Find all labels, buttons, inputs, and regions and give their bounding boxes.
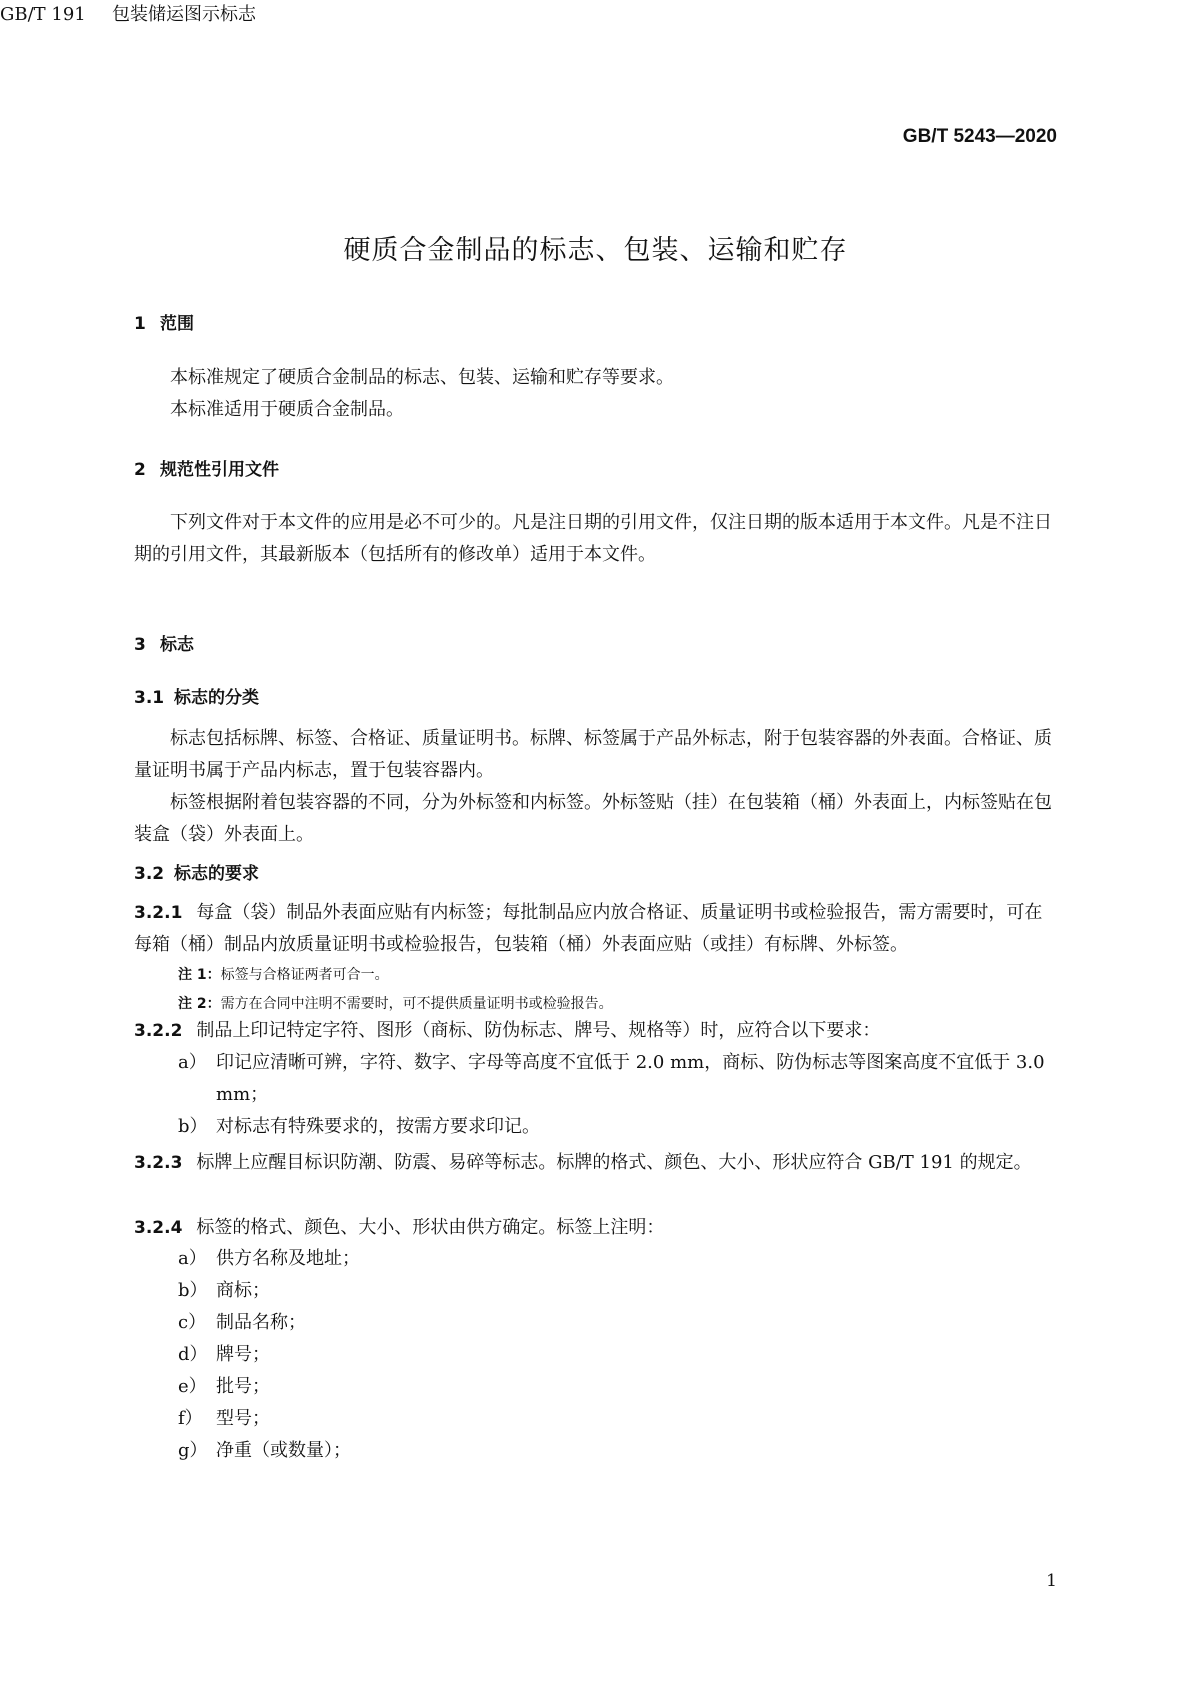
section-3-heading bbox=[134, 630, 194, 655]
section-title: 标志的分类 bbox=[174, 688, 259, 708]
clause-3-2-3 bbox=[134, 1147, 1058, 1179]
note-label: 注 1： bbox=[178, 967, 221, 983]
note-1 bbox=[178, 964, 389, 984]
section-number: 3.1 bbox=[134, 688, 165, 708]
paragraph: 本标准规定了硬质合金制品的标志、包装、运输和贮存等要求。 bbox=[170, 367, 674, 388]
list-item bbox=[178, 1339, 1058, 1371]
section-number: 3 bbox=[134, 635, 146, 655]
list-item bbox=[178, 1275, 1058, 1307]
item-text: 净重（或数量）； bbox=[216, 1440, 351, 1461]
section-title: 标志 bbox=[160, 635, 194, 655]
clause-text: 标签的格式、颜色、大小、形状由供方确定。标签上注明： bbox=[196, 1217, 665, 1238]
item-marker: e） bbox=[178, 1376, 207, 1397]
clause-number: 3.2.1 bbox=[134, 903, 183, 923]
clause-3-2-1 bbox=[134, 897, 1058, 961]
section-title: 标志的要求 bbox=[174, 864, 259, 884]
item-text: 型号； bbox=[216, 1408, 270, 1429]
item-text: 对标志有特殊要求的，按需方要求印记。 bbox=[216, 1116, 540, 1137]
normative-reference bbox=[0, 0, 1191, 26]
note-2 bbox=[178, 993, 613, 1013]
item-text: 商标； bbox=[216, 1280, 270, 1301]
item-text: 牌号； bbox=[216, 1344, 270, 1365]
clause-text: 制品上印记特定字符、图形（商标、防伪标志、牌号、规格等）时，应符合以下要求： bbox=[196, 1020, 881, 1041]
document-title: 硬质合金制品的标志、包装、运输和贮存 bbox=[343, 235, 848, 266]
section-3-1-body bbox=[134, 723, 1058, 851]
clause-number: 3.2.4 bbox=[134, 1218, 183, 1238]
section-title: 规范性引用文件 bbox=[160, 460, 279, 480]
list-item bbox=[178, 1403, 1058, 1435]
list-item bbox=[178, 1243, 1058, 1275]
reference-title: 包装储运图示标志 bbox=[112, 4, 256, 25]
list-item bbox=[178, 1111, 1058, 1143]
paragraph: 本标准适用于硬质合金制品。 bbox=[170, 399, 404, 420]
note-text: 标签与合格证两者可合一。 bbox=[220, 967, 389, 983]
item-marker: g） bbox=[178, 1440, 208, 1461]
item-text: 批号； bbox=[216, 1376, 270, 1397]
item-text: 供方名称及地址； bbox=[216, 1248, 360, 1269]
section-number: 3.2 bbox=[134, 864, 165, 884]
clause-number: 3.2.2 bbox=[134, 1021, 183, 1041]
item-marker: a） bbox=[178, 1052, 207, 1073]
note-text: 需方在合同中注明不需要时，可不提供质量证明书或检验报告。 bbox=[220, 996, 613, 1012]
section-title: 范围 bbox=[160, 314, 194, 334]
item-marker: b） bbox=[178, 1116, 208, 1137]
reference-code: GB/T 191 bbox=[0, 4, 86, 25]
item-marker: d） bbox=[178, 1344, 208, 1365]
item-marker: b） bbox=[178, 1280, 208, 1301]
section-number: 1 bbox=[134, 314, 146, 334]
section-1-heading bbox=[134, 309, 194, 334]
clause-text: 每盒（袋）制品外表面应贴有内标签；每批制品应内放合格证、质量证明书或检验报告，需方需要时，可在每箱（桶）制品内放质量证明书或检验报告，包装箱（桶）外表面应贴（或挂）有标牌、外标签。 bbox=[134, 902, 1043, 955]
paragraph: 标志包括标牌、标签、合格证、质量证明书。标牌、标签属于产品外标志，附于包装容器的外表面。合格证、质量证明书属于产品内标志，置于包装容器内。 bbox=[134, 728, 1052, 781]
clause-number: 3.2.3 bbox=[134, 1153, 183, 1173]
list-item bbox=[178, 1371, 1058, 1403]
standard-number: GB/T 5243—2020 bbox=[902, 126, 1057, 147]
item-marker: c） bbox=[178, 1312, 207, 1333]
section-3-2-heading bbox=[134, 859, 259, 884]
list-item bbox=[178, 1435, 1058, 1467]
item-text: 印记应清晰可辨，字符、数字、字母等高度不宜低于 2.0 mm，商标、防伪标志等图案高度不宜低于 3.0 mm； bbox=[216, 1052, 1045, 1105]
paragraph: 下列文件对于本文件的应用是必不可少的。凡是注日期的引用文件，仅注日期的版本适用于本文件。凡是不注日期的引用文件，其最新版本（包括所有的修改单）适用于本文件。 bbox=[134, 512, 1052, 565]
clause-3-2-4 bbox=[134, 1212, 1058, 1244]
section-2-heading bbox=[134, 455, 279, 480]
section-3-1-heading bbox=[134, 683, 259, 708]
item-marker: f） bbox=[178, 1408, 203, 1429]
section-number: 2 bbox=[134, 460, 146, 480]
list-item bbox=[178, 1307, 1058, 1339]
clause-3-2-2 bbox=[134, 1015, 1058, 1047]
item-marker: a） bbox=[178, 1248, 207, 1269]
paragraph: 标签根据附着包装容器的不同，分为外标签和内标签。外标签贴（挂）在包装箱（桶）外表面上，内标签贴在包装盒（袋）外表面上。 bbox=[134, 792, 1052, 845]
note-label: 注 2： bbox=[178, 996, 221, 1012]
page-number: 1 bbox=[1046, 1571, 1057, 1591]
list-item bbox=[178, 1047, 1058, 1111]
section-1-body bbox=[134, 362, 1058, 426]
clause-text: 标牌上应醒目标识防潮、防震、易碎等标志。标牌的格式、颜色、大小、形状应符合 GB/T 191 的规定。 bbox=[196, 1152, 1032, 1173]
section-2-body bbox=[134, 507, 1058, 571]
item-text: 制品名称； bbox=[216, 1312, 306, 1333]
